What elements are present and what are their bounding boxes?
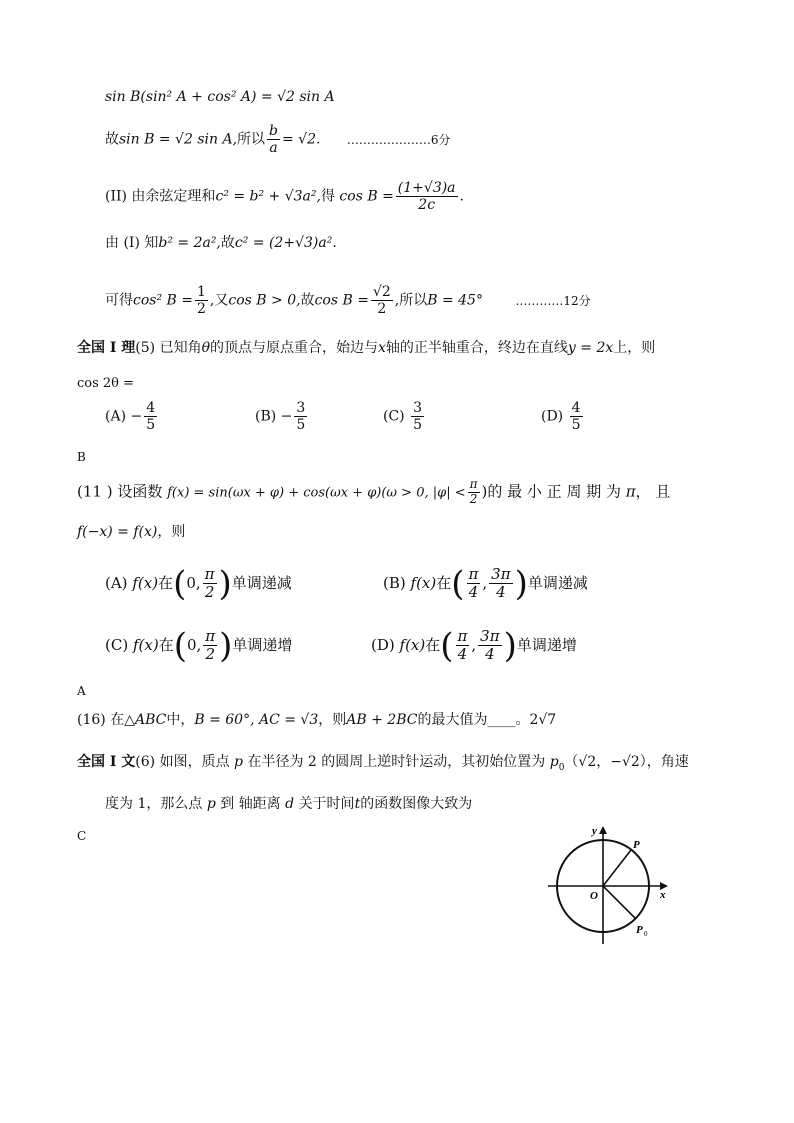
text: 轴距离 bbox=[238, 796, 281, 812]
math: t bbox=[354, 796, 361, 812]
den: 4 bbox=[496, 583, 506, 602]
fraction-half bbox=[195, 284, 208, 317]
text: 的最大值为 bbox=[417, 712, 488, 728]
label-y: y bbox=[592, 825, 597, 837]
num: 4 bbox=[571, 400, 581, 416]
fraction bbox=[411, 400, 424, 433]
text: ,又 bbox=[209, 292, 229, 309]
text: 故 bbox=[220, 235, 235, 251]
num: 3 bbox=[296, 400, 306, 416]
math: cos² B = bbox=[133, 292, 193, 309]
num: π bbox=[205, 627, 216, 645]
text: 中， bbox=[166, 712, 195, 728]
solution-line-2 bbox=[105, 123, 451, 156]
q11-option-d[interactable]: (D) f(x)在( $\frac{\pi}{4}$ , $\frac{3\pi}{4}$ )单调递增 bbox=[371, 625, 577, 666]
text: ，则 bbox=[157, 524, 186, 540]
score-note: …………12分 bbox=[515, 293, 591, 308]
q5-option-b[interactable] bbox=[255, 400, 309, 433]
q6-stem-cont bbox=[105, 797, 472, 811]
q5-option-a[interactable] bbox=[105, 400, 159, 433]
solution-line-4 bbox=[105, 236, 337, 250]
math: c² = b² + √3a², bbox=[215, 188, 321, 205]
den: a bbox=[269, 140, 278, 157]
text: (II) 由余弦定理和 bbox=[105, 188, 216, 205]
math: △ABC bbox=[124, 712, 167, 728]
math: f(x) bbox=[399, 635, 426, 654]
solution-line-5 bbox=[105, 284, 591, 317]
den: 2 bbox=[204, 583, 215, 602]
den: 4 bbox=[457, 645, 468, 664]
text: 单调递减 bbox=[231, 573, 292, 592]
den: 2 bbox=[377, 301, 387, 318]
q11-stem bbox=[77, 478, 670, 507]
radius-op bbox=[603, 850, 631, 886]
option-label: (D) bbox=[371, 635, 395, 654]
den: 2 bbox=[205, 645, 215, 664]
q5-answer: B bbox=[77, 450, 86, 464]
text: 由 (I) 知 bbox=[105, 235, 159, 251]
text: 在 bbox=[158, 635, 174, 654]
text: 的函数图像大致为 bbox=[360, 796, 473, 812]
math: x bbox=[378, 340, 386, 356]
fraction-cosB bbox=[396, 180, 458, 213]
math: b² = 2a², bbox=[158, 235, 221, 251]
fraction bbox=[489, 566, 512, 602]
text: 得 bbox=[320, 188, 335, 205]
num: 1 bbox=[197, 284, 206, 300]
math: cos B = bbox=[339, 188, 394, 205]
label-x: x bbox=[660, 889, 666, 901]
text: (16) 在 bbox=[77, 712, 125, 728]
math: f(x) bbox=[410, 573, 437, 592]
num: 3 bbox=[413, 400, 423, 416]
text: 单调递增 bbox=[516, 635, 577, 654]
text: 轴的正半轴重合，终边在直线 bbox=[385, 340, 568, 356]
text: (11 ) 设函数 bbox=[77, 482, 163, 501]
num: (1+√3)a bbox=[397, 180, 456, 196]
math: ) bbox=[481, 482, 488, 501]
text: 在 bbox=[436, 573, 452, 592]
math: f(x) = sin(ωx + φ) + cos(ωx + φ)(ω > 0, |φ| < bbox=[167, 485, 466, 501]
math: = √2. bbox=[281, 131, 321, 148]
text: 在 bbox=[158, 573, 174, 592]
q11-answer: A bbox=[77, 684, 86, 698]
option-label: (A) bbox=[105, 408, 127, 425]
option-label: (A) bbox=[105, 573, 128, 592]
option-label: (C) bbox=[105, 635, 129, 654]
math: p bbox=[234, 754, 243, 770]
text: 关于时间 bbox=[298, 796, 355, 812]
text: 单调递减 bbox=[527, 573, 588, 592]
math: f(x) bbox=[132, 573, 159, 592]
text: 到 bbox=[220, 796, 235, 812]
text: 的顶点与原点重合，始边与 bbox=[210, 340, 379, 356]
text: ，则 bbox=[318, 712, 347, 728]
math: cos B > 0, bbox=[228, 292, 301, 309]
exam-tag: 全国 I 文 bbox=[77, 754, 136, 770]
solution-line-3: (II) 由余弦定理和c² = b² + √3a²,得 cos B = $\frac{(1+√3)a}{2c}$ . bbox=[105, 180, 464, 214]
fraction bbox=[456, 628, 470, 664]
num: 3π bbox=[491, 565, 511, 583]
q5-option-d[interactable] bbox=[541, 400, 585, 433]
fraction-b-over-a bbox=[267, 123, 280, 156]
fraction bbox=[203, 566, 217, 602]
unit-circle-figure bbox=[540, 822, 680, 952]
label-p0: P bbox=[636, 924, 643, 936]
text: 单调递增 bbox=[232, 635, 293, 654]
num: π bbox=[468, 565, 479, 583]
option-label: (D) bbox=[541, 408, 564, 425]
text: ， 且 bbox=[635, 482, 671, 501]
q6-stem bbox=[77, 755, 689, 773]
math: p bbox=[549, 754, 559, 770]
math: B = 45° bbox=[427, 292, 483, 309]
den: 5 bbox=[296, 417, 306, 434]
den: 2 bbox=[197, 301, 206, 318]
math: π bbox=[625, 482, 636, 501]
num: 3π bbox=[480, 627, 500, 645]
math: p bbox=[206, 796, 216, 812]
text: 。 bbox=[515, 712, 530, 728]
num: 4 bbox=[146, 400, 156, 416]
math: cos B = bbox=[314, 292, 369, 309]
math: 0 bbox=[186, 635, 197, 654]
sign: − bbox=[130, 408, 143, 425]
y-axis-arrow bbox=[599, 826, 607, 834]
sign: − bbox=[280, 408, 293, 425]
math: θ bbox=[201, 340, 211, 356]
den: 4 bbox=[468, 583, 479, 602]
option-label: (B) bbox=[255, 408, 277, 425]
q6-answer: C bbox=[77, 829, 87, 843]
num: b bbox=[269, 123, 278, 139]
label-origin: O bbox=[590, 890, 598, 902]
q5-option-c[interactable] bbox=[383, 400, 426, 433]
text: 可得 bbox=[105, 292, 133, 309]
den: 4 bbox=[485, 645, 495, 664]
radius-op0 bbox=[603, 886, 636, 919]
q11-option-b[interactable]: (B) f(x)在( $\frac{\pi}{4}$ , $\frac{3\pi}{4}$ )单调递减 bbox=[383, 563, 588, 604]
subscript: 0 bbox=[558, 762, 565, 773]
math: d bbox=[285, 796, 295, 812]
text: ,所以 bbox=[394, 292, 428, 309]
den: 2c bbox=[418, 197, 436, 214]
text: 度为 1，那么点 bbox=[105, 796, 203, 812]
num: π bbox=[469, 477, 478, 491]
q11-option-c[interactable]: (C) f(x)在(0, $\frac{\pi}{2}$ )单调递增 bbox=[105, 625, 293, 666]
text: (5) 已知角 bbox=[135, 340, 202, 356]
text: (6) 如图，质点 bbox=[135, 754, 230, 770]
math: f(−x) = f(x) bbox=[77, 524, 158, 540]
fraction bbox=[570, 400, 583, 433]
den: 2 bbox=[469, 491, 478, 506]
label-p0-sub: 0 bbox=[644, 930, 648, 938]
answer-blank[interactable]: ____ bbox=[487, 712, 516, 728]
text: 在 bbox=[425, 635, 441, 654]
label-p: P bbox=[633, 839, 640, 851]
text: 故 bbox=[105, 131, 119, 148]
text: 故 bbox=[300, 292, 315, 309]
option-label: (C) bbox=[383, 408, 405, 425]
math: f(x) bbox=[132, 635, 159, 654]
q11-stem-cont bbox=[77, 525, 185, 539]
den: 5 bbox=[413, 417, 423, 434]
q16-answer: 2√7 bbox=[529, 712, 557, 728]
num: π bbox=[457, 627, 468, 645]
math: c² = (2+√3)a². bbox=[234, 235, 337, 251]
text: （√2，−√2），角速 bbox=[564, 754, 689, 770]
q5-stem bbox=[77, 341, 655, 355]
math: B = 60°, AC = √3 bbox=[194, 712, 319, 728]
fraction-root2-over-2 bbox=[371, 284, 393, 317]
den: 5 bbox=[571, 417, 581, 434]
text: 上，则 bbox=[613, 340, 656, 356]
option-label: (B) bbox=[383, 573, 406, 592]
text: 在半径为 2 的圆周上逆时针运动，其初始位置为 bbox=[247, 754, 546, 770]
score-note: …………………6分 bbox=[346, 132, 451, 147]
exam-tag: 全国 I 理 bbox=[77, 340, 136, 356]
fraction bbox=[467, 566, 481, 602]
q11-option-a[interactable]: (A) f(x)在(0, $\frac{\pi}{2}$ )单调递减 bbox=[105, 563, 292, 604]
fraction bbox=[478, 628, 501, 664]
q16-stem bbox=[77, 713, 556, 727]
math: AB + 2BC bbox=[346, 712, 418, 728]
fraction bbox=[144, 400, 157, 433]
solution-line-1: sin B(sin² A + cos² A) = √2 sin A bbox=[105, 89, 335, 105]
fraction bbox=[203, 628, 217, 664]
fraction bbox=[294, 400, 307, 433]
math: sin B = √2 sin A, bbox=[119, 131, 238, 148]
q5-stem-cont: cos 2θ = bbox=[77, 376, 135, 391]
num: π bbox=[204, 565, 215, 583]
fraction-pi-over-2 bbox=[468, 478, 480, 507]
math: y = 2x bbox=[567, 340, 614, 356]
text: 所以 bbox=[237, 131, 266, 148]
math: 0 bbox=[186, 573, 196, 592]
text: 的 最 小 正 周 期 为 bbox=[487, 482, 621, 501]
den: 5 bbox=[146, 417, 156, 434]
num: √2 bbox=[372, 284, 391, 300]
